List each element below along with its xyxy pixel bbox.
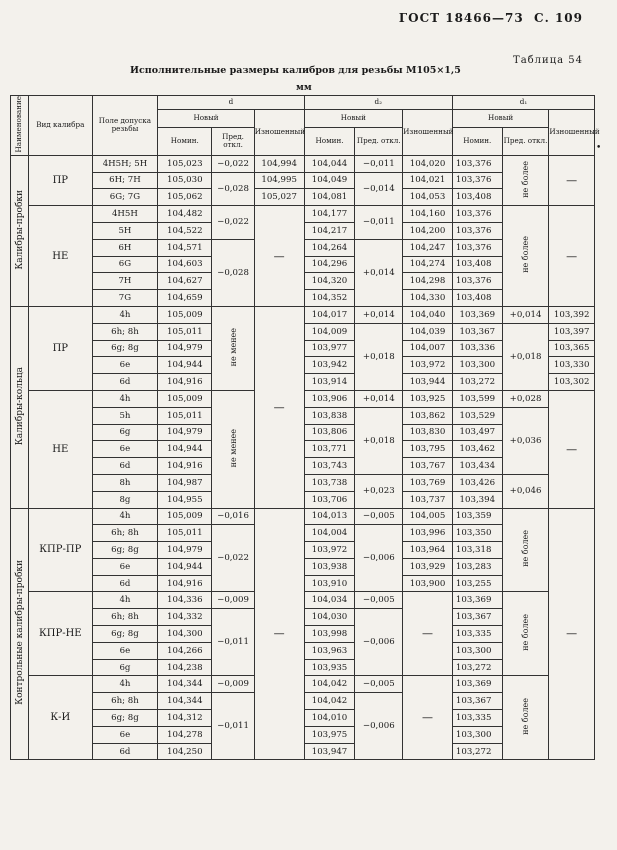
table-cell: 105,062: [158, 189, 212, 206]
col-d2-nom: Номин.: [304, 127, 355, 155]
table-cell: 104,330: [403, 290, 453, 307]
table-cell: 104,352: [304, 290, 355, 307]
table-cell: 103,771: [304, 441, 355, 458]
table-cell: 4H5H; 5H: [92, 155, 158, 172]
col-d1-new: Новый: [452, 110, 548, 128]
table-cell: 104,298: [403, 273, 453, 290]
table-cell: 103,830: [403, 424, 453, 441]
table-cell: 104,049: [304, 172, 355, 189]
table-cell: −0,022: [212, 525, 254, 592]
col-naim: Наименование: [11, 96, 29, 156]
table-cell: 5H: [92, 222, 158, 239]
table-cell: −0,006: [355, 609, 403, 676]
table-cell: 104,979: [158, 340, 212, 357]
table-cell: 103,283: [452, 558, 502, 575]
table-cell: 104,010: [304, 710, 355, 727]
ne-bolee-note: не более: [502, 155, 549, 205]
table-row: [11, 306, 595, 323]
table-cell: 103,272: [452, 659, 502, 676]
gauge-table: [10, 95, 600, 760]
table-cell: 104,217: [304, 222, 355, 239]
table-cell: 103,330: [549, 357, 595, 374]
table-cell: 103,367: [452, 693, 502, 710]
table-title: Исполнительные размеры калибров для резьбы М105×1,5: [130, 65, 461, 76]
table-cell: 103,335: [452, 710, 502, 727]
kind-label: КПР-ПР: [29, 508, 93, 592]
group-label: Контрольные калибры-пробки: [11, 508, 29, 760]
table-cell: 103,376: [452, 239, 502, 256]
table-cell: 103,497: [452, 424, 502, 441]
table-cell: 6d: [92, 743, 158, 760]
table-cell: 104,013: [304, 508, 355, 525]
table-cell: 7H: [92, 273, 158, 290]
table-cell: 103,972: [403, 357, 453, 374]
table-cell: 103,397: [549, 323, 595, 340]
col-d: d: [158, 96, 304, 110]
table-cell: 103,998: [304, 626, 355, 643]
table-cell: 4h: [92, 390, 158, 407]
table-cell: 104,336: [158, 592, 212, 609]
table-cell: —: [403, 592, 453, 676]
table-cell: 103,935: [304, 659, 355, 676]
kind-label: ПР: [29, 306, 93, 390]
table-cell: 103,335: [452, 626, 502, 643]
table-cell: 104,482: [158, 206, 212, 223]
table-row: [11, 206, 595, 223]
table-cell: 4H5H: [92, 206, 158, 223]
table-cell: 103,977: [304, 340, 355, 357]
table-cell: −0,011: [355, 155, 403, 172]
kind-label: ПР: [29, 155, 93, 205]
table-cell: 103,906: [304, 390, 355, 407]
page-number: С. 109: [534, 11, 583, 25]
table-cell: 103,408: [452, 290, 502, 307]
table-cell: 6H: [92, 239, 158, 256]
table-row: [11, 508, 595, 525]
table-cell: 6g; 8g: [92, 340, 158, 357]
table-cell: 6g; 8g: [92, 710, 158, 727]
table-cell: 104,987: [158, 474, 212, 491]
table-number: Таблица 54: [513, 55, 583, 66]
table-cell: 6e: [92, 642, 158, 659]
table-cell: 104,238: [158, 659, 212, 676]
table-cell: 103,376: [452, 155, 502, 172]
table-cell: 103,944: [403, 374, 453, 391]
table-cell: 103,947: [304, 743, 355, 760]
table-cell: 103,369: [452, 592, 502, 609]
table-cell: —: [254, 508, 304, 760]
table-cell: 104,021: [403, 172, 453, 189]
table-cell: 6h; 8h: [92, 693, 158, 710]
table-cell: 104,009: [304, 323, 355, 340]
table-cell: —: [254, 206, 304, 307]
table-cell: 103,376: [452, 172, 502, 189]
table-cell: 103,862: [403, 407, 453, 424]
table-cell: 7G: [92, 290, 158, 307]
col-d1-pred: Пред. откл.: [502, 127, 549, 155]
table-cell: −0,006: [355, 693, 403, 760]
table-cell: 104,344: [158, 693, 212, 710]
table-cell: 103,900: [403, 575, 453, 592]
table-cell: 103,408: [452, 189, 502, 206]
table-cell: 103,318: [452, 542, 502, 559]
table-cell: 103,300: [452, 357, 502, 374]
col-d-worn: Изношенный: [254, 110, 304, 156]
table-cell: 105,030: [158, 172, 212, 189]
table-cell: 105,009: [158, 306, 212, 323]
table-cell: −0,005: [355, 676, 403, 693]
table-cell: 103,359: [452, 508, 502, 525]
group-label: Калибры-пробки: [11, 155, 29, 306]
table-cell: 105,027: [254, 189, 304, 206]
table-cell: 104,659: [158, 290, 212, 307]
table-cell: 5h: [92, 407, 158, 424]
table-cell: 103,369: [452, 676, 502, 693]
table-cell: +0,018: [355, 407, 403, 474]
table-cell: 103,272: [452, 374, 502, 391]
table-cell: 4h: [92, 508, 158, 525]
table-cell: 103,963: [304, 642, 355, 659]
table-cell: 8g: [92, 491, 158, 508]
table-cell: 104,300: [158, 626, 212, 643]
ne-bolee-note: не более: [502, 206, 549, 307]
table-cell: 104,916: [158, 458, 212, 475]
table-cell: +0,014: [502, 306, 549, 323]
table-cell: 104,247: [403, 239, 453, 256]
table-cell: 6g: [92, 424, 158, 441]
table-cell: 103,767: [403, 458, 453, 475]
col-d2: d₂: [304, 96, 452, 110]
col-d2-pred: Пред. откл.: [355, 127, 403, 155]
table-cell: 104,177: [304, 206, 355, 223]
table-cell: 104,017: [304, 306, 355, 323]
table-cell: 103,910: [304, 575, 355, 592]
table-cell: 103,376: [452, 222, 502, 239]
table-cell: 6e: [92, 441, 158, 458]
table-cell: 104,278: [158, 726, 212, 743]
col-d1-nom: Номин.: [452, 127, 502, 155]
table-cell: 6g: [92, 659, 158, 676]
table-cell: 104,042: [304, 693, 355, 710]
table-cell: 104,264: [304, 239, 355, 256]
table-cell: 6g; 8g: [92, 626, 158, 643]
table-cell: +0,018: [502, 323, 549, 390]
table-cell: +0,046: [502, 474, 549, 508]
table-cell: −0,011: [355, 206, 403, 240]
table-cell: 104,200: [403, 222, 453, 239]
table-cell: 103,964: [403, 542, 453, 559]
table-cell: 104,916: [158, 575, 212, 592]
table-cell: 103,336: [452, 340, 502, 357]
table-cell: 105,023: [158, 155, 212, 172]
table-cell: 104,081: [304, 189, 355, 206]
table-cell: 104,034: [304, 592, 355, 609]
table-cell: 103,795: [403, 441, 453, 458]
table-cell: 103,376: [452, 206, 502, 223]
table-cell: 105,011: [158, 323, 212, 340]
table-cell: −0,022: [212, 155, 254, 172]
table-cell: 104,979: [158, 542, 212, 559]
table-cell: 103,769: [403, 474, 453, 491]
table-cell: 104,627: [158, 273, 212, 290]
table-cell: 105,009: [158, 508, 212, 525]
table-cell: 103,255: [452, 575, 502, 592]
col-vid: Вид калибра: [29, 96, 93, 156]
table-cell: 104,020: [403, 155, 453, 172]
table-cell: 103,599: [452, 390, 502, 407]
table-cell: 104,007: [403, 340, 453, 357]
table-cell: 103,302: [549, 374, 595, 391]
table-cell: 104,522: [158, 222, 212, 239]
table-cell: 104,312: [158, 710, 212, 727]
table-cell: —: [254, 306, 304, 508]
table-cell: 104,039: [403, 323, 453, 340]
table-cell: 103,300: [452, 726, 502, 743]
table-cell: 103,462: [452, 441, 502, 458]
table-cell: 105,009: [158, 390, 212, 407]
table-cell: 103,806: [304, 424, 355, 441]
table-cell: −0,028: [212, 172, 254, 206]
table-cell: 103,737: [403, 491, 453, 508]
table-cell: 6e: [92, 357, 158, 374]
ne-bolee-note: не более: [502, 676, 549, 760]
table-cell: 6G: [92, 256, 158, 273]
table-cell: −0,016: [212, 508, 254, 525]
table-cell: −0,006: [355, 525, 403, 592]
table-cell: 4h: [92, 592, 158, 609]
table-cell: +0,018: [355, 323, 403, 390]
col-pole: Поле допуска резьбы: [92, 96, 158, 156]
col-d-pred: Пред. откл.: [212, 127, 254, 155]
table-cell: 104,266: [158, 642, 212, 659]
table-cell: 6G; 7G: [92, 189, 158, 206]
table-cell: +0,028: [502, 390, 549, 407]
table-cell: 6h; 8h: [92, 609, 158, 626]
table-cell: 6e: [92, 558, 158, 575]
table-cell: —: [549, 155, 595, 205]
page-header: [399, 11, 583, 25]
table-cell: 103,392: [549, 306, 595, 323]
table-cell: 103,394: [452, 491, 502, 508]
margin-dot: •: [596, 143, 602, 153]
table-cell: 104,955: [158, 491, 212, 508]
table-cell: —: [403, 676, 453, 760]
table-cell: −0,011: [212, 693, 254, 760]
table-cell: −0,005: [355, 508, 403, 525]
table-cell: 104,030: [304, 609, 355, 626]
table-cell: +0,014: [355, 306, 403, 323]
table-cell: 104,944: [158, 357, 212, 374]
table-cell: 6d: [92, 458, 158, 475]
table-cell: 103,929: [403, 558, 453, 575]
table-cell: —: [549, 508, 595, 760]
table-cell: 104,344: [158, 676, 212, 693]
table-cell: 103,408: [452, 256, 502, 273]
ne-menee-note: не менее: [212, 390, 254, 508]
kind-label: КПР-НЕ: [29, 592, 93, 676]
table-row: [11, 155, 595, 172]
table-cell: 104,944: [158, 441, 212, 458]
col-d1: d₁: [452, 96, 594, 110]
table-cell: 103,996: [403, 525, 453, 542]
table-cell: 103,272: [452, 743, 502, 760]
col-d-nom: Номин.: [158, 127, 212, 155]
ne-bolee-note: не более: [502, 592, 549, 676]
table-cell: 6d: [92, 374, 158, 391]
table-cell: 6h; 8h: [92, 525, 158, 542]
table-cell: −0,014: [355, 172, 403, 206]
table-cell: +0,036: [502, 407, 549, 474]
table-cell: −0,011: [212, 609, 254, 676]
table-cell: 105,011: [158, 407, 212, 424]
table-cell: 103,365: [549, 340, 595, 357]
table-cell: 6e: [92, 726, 158, 743]
table-cell: 6d: [92, 575, 158, 592]
table-cell: 104,979: [158, 424, 212, 441]
table-cell: 103,300: [452, 642, 502, 659]
table-cell: 6h; 8h: [92, 323, 158, 340]
table-cell: 104,005: [403, 508, 453, 525]
table-cell: 103,938: [304, 558, 355, 575]
table-cell: 104,916: [158, 374, 212, 391]
ne-menee-note: не менее: [212, 306, 254, 390]
table-cell: 103,434: [452, 458, 502, 475]
table-cell: −0,028: [212, 239, 254, 306]
table-cell: −0,022: [212, 206, 254, 240]
unit-label: мм: [296, 83, 312, 93]
table-cell: 103,706: [304, 491, 355, 508]
table-cell: 104,296: [304, 256, 355, 273]
table-cell: 103,972: [304, 542, 355, 559]
table-cell: 104,274: [403, 256, 453, 273]
table-cell: 103,376: [452, 273, 502, 290]
table-cell: 104,053: [403, 189, 453, 206]
col-d2-new: Новый: [304, 110, 403, 128]
kind-label: НЕ: [29, 390, 93, 508]
kind-label: НЕ: [29, 206, 93, 307]
table-cell: 103,738: [304, 474, 355, 491]
group-label: Калибры-кольца: [11, 306, 29, 508]
kind-label: К-И: [29, 676, 93, 760]
table-cell: +0,014: [355, 390, 403, 407]
table-cell: 104,603: [158, 256, 212, 273]
table-cell: 103,529: [452, 407, 502, 424]
table-cell: 103,350: [452, 525, 502, 542]
table-cell: 103,838: [304, 407, 355, 424]
table-cell: —: [549, 206, 595, 307]
gost-number: ГОСТ 18466—73: [398, 11, 524, 25]
table-cell: 103,975: [304, 726, 355, 743]
table-cell: 4h: [92, 676, 158, 693]
table-cell: −0,009: [212, 676, 254, 693]
table-cell: 103,942: [304, 357, 355, 374]
table-cell: 103,367: [452, 609, 502, 626]
table-cell: 104,944: [158, 558, 212, 575]
table-cell: +0,023: [355, 474, 403, 508]
table-cell: 104,571: [158, 239, 212, 256]
table-cell: 104,040: [403, 306, 453, 323]
col-d2-worn: Изношенный: [403, 110, 453, 156]
table-cell: 104,994: [254, 155, 304, 172]
table-cell: −0,005: [355, 592, 403, 609]
table-cell: 103,925: [403, 390, 453, 407]
table-cell: −0,009: [212, 592, 254, 609]
ne-bolee-note: не более: [502, 508, 549, 592]
table-cell: 104,044: [304, 155, 355, 172]
table-cell: 104,332: [158, 609, 212, 626]
table-cell: 103,426: [452, 474, 502, 491]
table-cell: 104,320: [304, 273, 355, 290]
table-cell: 104,004: [304, 525, 355, 542]
table-cell: 103,367: [452, 323, 502, 340]
table-cell: 6g; 8g: [92, 542, 158, 559]
table-cell: 4h: [92, 306, 158, 323]
table-cell: 6H; 7H: [92, 172, 158, 189]
table-cell: 103,743: [304, 458, 355, 475]
table-cell: 103,369: [452, 306, 502, 323]
col-d-new: Новый: [158, 110, 254, 128]
table-cell: 105,011: [158, 525, 212, 542]
table-cell: 104,160: [403, 206, 453, 223]
table-cell: —: [549, 390, 595, 508]
table-cell: 104,042: [304, 676, 355, 693]
col-d1-worn: Изношенный: [549, 110, 595, 156]
table-cell: 104,250: [158, 743, 212, 760]
table-cell: 103,914: [304, 374, 355, 391]
table-cell: 8h: [92, 474, 158, 491]
table-cell: 104,995: [254, 172, 304, 189]
table-cell: +0,014: [355, 239, 403, 306]
